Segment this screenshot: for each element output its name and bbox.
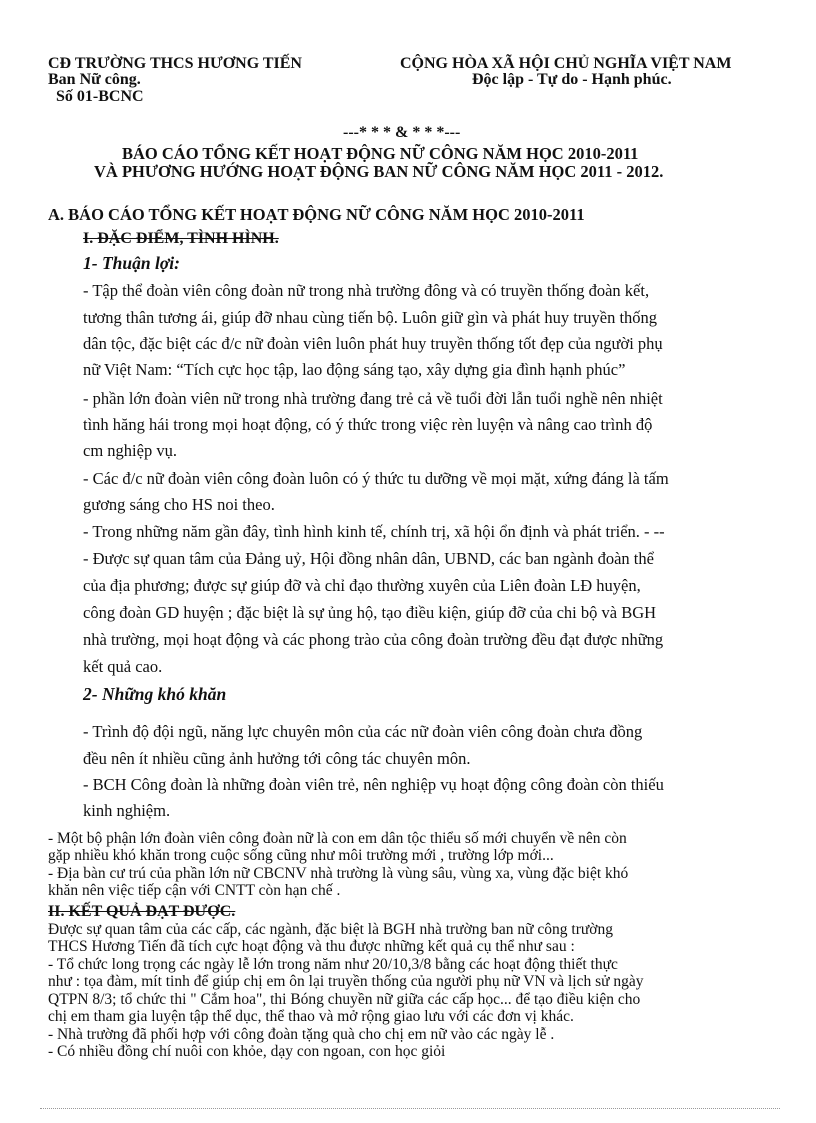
paragraph-line: QTPN 8/3; tổ chức thi " Cắm hoa", thi Bóng chuyền nữ giữa các cấp học... để tạo điều kiện cho xyxy=(48,991,641,1008)
report-title-line1: BÁO CÁO TỔNG KẾT HOẠT ĐỘNG NỮ CÔNG NĂM HỌC 2010-2011 xyxy=(122,144,639,163)
paragraph-line: - Một bộ phận lớn đoàn viên công đoàn nữ là con em dân tộc thiểu số mới chuyển về nên còn xyxy=(48,830,627,847)
paragraph-line: - Tập thể đoàn viên công đoàn nữ trong nhà trường đông và có truyền thống đoàn kết, xyxy=(83,281,650,300)
paragraph-line: tình hăng hái trong mọi hoạt động, có ý thức trong việc rèn luyện và nâng cao trình độ xyxy=(83,415,653,434)
national-title: CỘNG HÒA XÃ HỘI CHỦ NGHĨA VIỆT NAM xyxy=(400,55,732,72)
separator: ---* * * & * * *--- xyxy=(343,124,461,141)
section-a-heading: A. BÁO CÁO TỔNG KẾT HOẠT ĐỘNG NỮ CÔNG NĂM HỌC 2010-2011 xyxy=(48,205,585,224)
document-number: Số 01-BCNC xyxy=(56,88,144,105)
report-title-line2: VÀ PHƯƠNG HƯỚNG HOẠT ĐỘNG BAN NỮ CÔNG NĂM HỌC 2011 - 2012. xyxy=(94,162,664,181)
paragraph-line: cm nghiệp vụ. xyxy=(83,441,177,460)
paragraph-line: dân tộc, đặc biệt các đ/c nữ đoàn viên luôn phát huy truyền thống tốt đẹp của người phụ xyxy=(83,334,663,353)
paragraph-line: kinh nghiệm. xyxy=(83,801,171,820)
paragraph-line: - BCH Công đoàn là những đoàn viên trẻ, nên nghiệp vụ hoạt động công đoàn còn thiếu xyxy=(83,775,664,794)
paragraph-line: chị em tham gia luyện tập thể dục, thể thao và mở rộng giao lưu với các đơn vị khác. xyxy=(48,1008,574,1025)
paragraph-line: - Địa bàn cư trú của phần lớn nữ CBCNV nhà trường là vùng sâu, vùng xa, vùng đặc biệt khó xyxy=(48,865,629,882)
paragraph-line: gương sáng cho HS noi theo. xyxy=(83,495,275,514)
paragraph-line: khăn nên việc tiếp cận với CNTT còn hạn chế . xyxy=(48,882,341,899)
paragraph-line: - Nhà trường đã phối hợp với công đoàn tặng quà cho chị em nữ vào các ngày lễ . xyxy=(48,1026,555,1043)
section-i-heading: I. ĐẶC ĐIỂM, TÌNH HÌNH. xyxy=(83,230,279,247)
paragraph-line: Được sự quan tâm của các cấp, các ngành, đặc biệt là BGH nhà trường ban nữ công trường xyxy=(48,921,613,938)
paragraph-line: gặp nhiều khó khăn trong cuộc sống cũng như môi trường mới , trường lớp mới... xyxy=(48,847,554,864)
paragraph-line: đều nên ít nhiều cũng ảnh hưởng tới công tác chuyên môn. xyxy=(83,749,471,768)
section-ii-heading: II. KẾT QUẢ ĐẠT ĐƯỢC. xyxy=(48,903,236,920)
committee-name: Ban Nữ công. xyxy=(48,71,141,88)
paragraph-line: THCS Hương Tiến đã tích cực hoạt động và thu được những kết quả cụ thể như sau : xyxy=(48,938,575,955)
page-bottom-divider xyxy=(40,1108,780,1109)
paragraph-line: - Các đ/c nữ đoàn viên công đoàn luôn có ý thức tu dưỡng về mọi mặt, xứng đáng là tấm xyxy=(83,469,669,488)
paragraph-line: như : tọa đàm, mít tinh để giúp chị em ôn lại truyền thống của người phụ nữ VN và lịch sử ngày xyxy=(48,973,644,990)
paragraph-line: kết quả cao. xyxy=(83,657,163,676)
paragraph-line: - Trong những năm gần đây, tình hình kinh tế, chính trị, xã hội ổn định và phát triển. - -- xyxy=(83,522,665,541)
union-name: CĐ TRƯỜNG THCS HƯƠNG TIẾN xyxy=(48,55,302,72)
national-motto: Độc lập - Tự do - Hạnh phúc. xyxy=(472,71,672,88)
paragraph-line: - Tổ chức long trọng các ngày lễ lớn trong năm như 20/10,3/8 bằng các hoạt động thiết thực xyxy=(48,956,618,973)
paragraph-line: nữ Việt Nam: “Tích cực học tập, lao động sáng tạo, xây dựng gia đình hạnh phúc” xyxy=(83,360,626,379)
subheading-advantages: 1- Thuận lợi: xyxy=(83,253,180,273)
paragraph-line: công đoàn GD huyện ; đặc biệt là sự ủng hộ, tạo điều kiện, giúp đỡ của chi bộ và BGH xyxy=(83,603,657,622)
subheading-difficulties: 2- Những khó khăn xyxy=(83,684,227,704)
paragraph-line: nhà trường, mọi hoạt động và các phong trào của công đoàn trường đều đạt được những xyxy=(83,630,664,649)
paragraph-line: - phần lớn đoàn viên nữ trong nhà trường đang trẻ cả về tuổi đời lẫn tuổi nghề nên nhiệt xyxy=(83,389,663,408)
paragraph-line: tương thân tương ái, giúp đỡ nhau cùng tiến bộ. Luôn giữ gìn và phát huy truyền thống xyxy=(83,308,658,327)
paragraph-line: - Có nhiều đồng chí nuôi con khỏe, dạy con ngoan, con học giỏi xyxy=(48,1043,446,1060)
paragraph-line: của địa phương; được sự giúp đỡ và chỉ đạo thường xuyên của Liên đoàn LĐ huyện, xyxy=(83,576,641,595)
paragraph-line: - Trình độ đội ngũ, năng lực chuyên môn của các nữ đoàn viên công đoàn chưa đồng xyxy=(83,722,643,741)
paragraph-line: - Được sự quan tâm của Đảng uỷ, Hội đồng nhân dân, UBND, các ban ngành đoàn thể xyxy=(83,549,654,568)
